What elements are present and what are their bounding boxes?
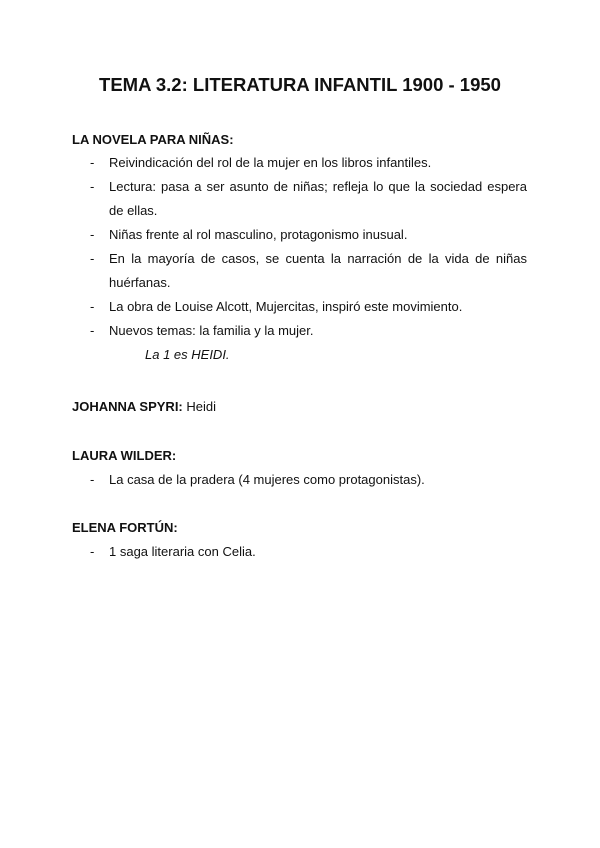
section-heading-laura: LAURA WILDER: [72,448,177,463]
list-item: - Nuevos temas: la familia y la mujer. [72,319,527,343]
list-item: - La casa de la pradera (4 mujeres como protagonistas). [72,468,527,492]
laura-list [72,468,527,492]
list-item: - 1 saga literaria con Celia. [72,540,527,564]
list-item: - En la mayoría de casos, se cuenta la narración de la vida de niñas huérfanas. [72,247,527,295]
novela-list [72,151,527,343]
list-item: - Reivindicación del rol de la mujer en los libros infantiles. [72,151,527,175]
elena-list [72,540,527,564]
note-heidi: La 1 es HEIDI. [145,347,230,362]
list-item: - Lectura: pasa a ser asunto de niñas; refleja lo que la sociedad espera de ellas. [72,175,527,223]
list-item: - La obra de Louise Alcott, Mujercitas, inspiró este movimiento. [72,295,527,319]
document-title: TEMA 3.2: LITERATURA INFANTIL 1900 - 1950 [99,74,501,95]
johanna-work: Heidi [182,399,217,414]
section-heading-elena: ELENA FORTÚN: [72,520,178,535]
section-heading-johanna: JOHANNA SPYRI: [72,399,183,414]
list-item: - Niñas frente al rol masculino, protagonismo inusual. [72,223,527,247]
section-johanna-spyri [72,399,216,414]
section-heading-novela: LA NOVELA PARA NIÑAS: [72,132,234,147]
